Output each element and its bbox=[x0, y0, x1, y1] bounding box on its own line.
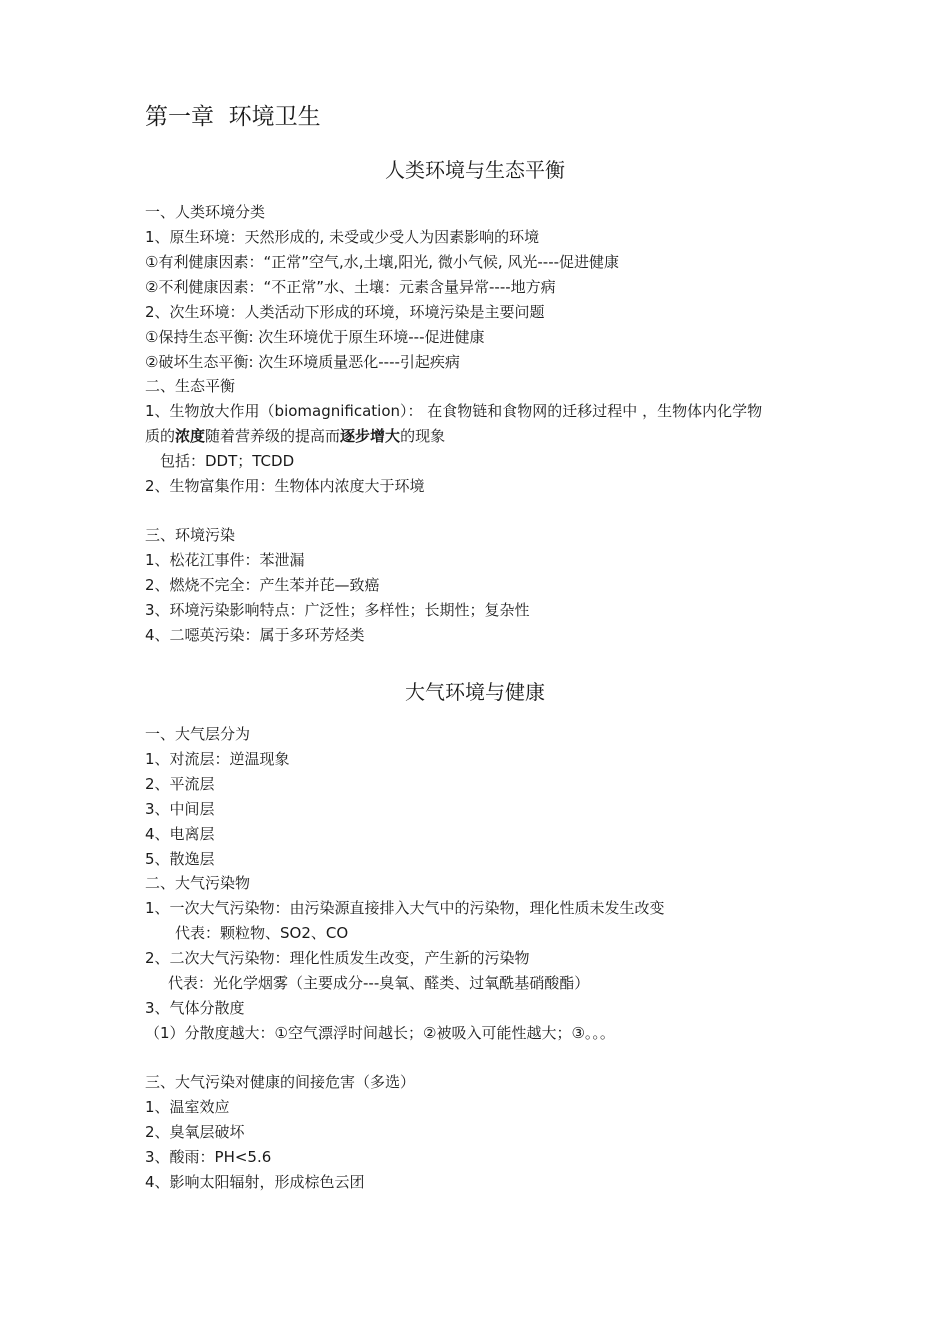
text-line: ①保持生态平衡: 次生环境优于原生环境---促进健康 bbox=[145, 328, 485, 346]
text-line: 4、影响太阳辐射，形成棕色云团 bbox=[145, 1173, 365, 1191]
text-line: ①有利健康因素：“正常”空气,水,土壤,阳光, 微小气候, 风光----促进健康 bbox=[145, 253, 620, 271]
text-line: 2、燃烧不完全：产生苯并芘—致癌 bbox=[145, 576, 380, 594]
text-line: 5、散逸层 bbox=[145, 850, 215, 868]
text-line: 4、电离层 bbox=[145, 825, 215, 843]
text-line: 1、生物放大作用（biomagnification）： 在食物链和食物网的迁移过程中 ，生物体内化学物 bbox=[145, 402, 763, 420]
heading-line: 一、大气层分为 bbox=[145, 725, 251, 743]
text-line: 4、二噁英污染：属于多环芳烃类 bbox=[145, 626, 365, 644]
bold-term: 浓度 bbox=[175, 427, 206, 445]
text-line-mixed bbox=[145, 425, 445, 447]
bold-term: 逐步增大 bbox=[340, 427, 401, 445]
text-line: 2、次生环境：人类活动下形成的环境，环境污染是主要问题 bbox=[145, 303, 545, 321]
section-title: 人类环境与生态平衡 bbox=[385, 158, 565, 182]
text-line: 2、平流层 bbox=[145, 775, 215, 793]
heading-line: 三、大气污染对健康的间接危害（多选） bbox=[145, 1073, 416, 1091]
text-line: 1、原生环境：天然形成的, 未受或少受人为因素影响的环境 bbox=[145, 228, 540, 246]
text-line: 3、环境污染影响特点：广泛性；多样性；长期性；复杂性 bbox=[145, 601, 530, 619]
text-line: （1）分散度越大：①空气漂浮时间越长；②被吸入可能性越大；③。。。 bbox=[145, 1024, 615, 1042]
text-line: 2、臭氧层破坏 bbox=[145, 1123, 245, 1141]
heading-line: 一、人类环境分类 bbox=[145, 203, 266, 221]
text-line: 3、中间层 bbox=[145, 800, 215, 818]
text-line: 2、生物富集作用：生物体内浓度大于环境 bbox=[145, 477, 425, 495]
text-segment: 的现象 bbox=[400, 427, 446, 445]
text-line: 1、一次大气污染物：由污染源直接排入大气中的污染物，理化性质未发生改变 bbox=[145, 899, 665, 917]
text-line: 3、气体分散度 bbox=[145, 999, 245, 1017]
text-line: ②不利健康因素：“不正常”水、土壤：元素含量异常----地方病 bbox=[145, 278, 556, 296]
text-line: 包括：DDT；TCDD bbox=[160, 452, 295, 470]
text-segment: 质的 bbox=[145, 427, 176, 445]
text-line: ②破坏生态平衡: 次生环境质量恶化----引起疾病 bbox=[145, 353, 460, 371]
text-line: 3、酸雨：PH<5.6 bbox=[145, 1148, 272, 1166]
heading-line: 二、大气污染物 bbox=[145, 874, 251, 892]
heading-line: 三、环境污染 bbox=[145, 526, 236, 544]
section-title: 大气环境与健康 bbox=[405, 680, 545, 704]
heading-line: 二、生态平衡 bbox=[145, 377, 236, 395]
chapter-title: 第一章 环境卫生 bbox=[145, 104, 321, 130]
text-line: 代表：颗粒物、SO2、CO bbox=[175, 924, 349, 942]
text-line: 2、二次大气污染物：理化性质发生改变，产生新的污染物 bbox=[145, 949, 530, 967]
text-line: 1、温室效应 bbox=[145, 1098, 230, 1116]
text-line: 代表：光化学烟雾（主要成分---臭氧、醛类、过氧酰基硝酸酯） bbox=[168, 974, 590, 992]
text-line: 1、松花江事件：苯泄漏 bbox=[145, 551, 305, 569]
text-segment: 随着营养级的提高而 bbox=[205, 427, 341, 445]
text-line: 1、对流层：逆温现象 bbox=[145, 750, 290, 768]
